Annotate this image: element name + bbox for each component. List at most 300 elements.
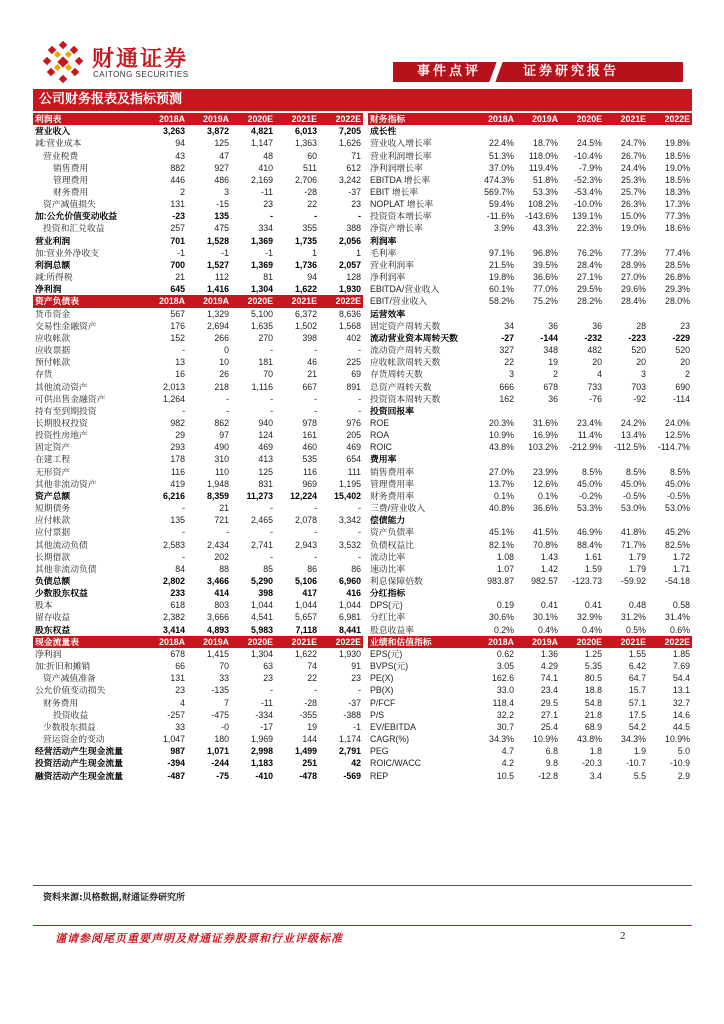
value-cell: 1,635 xyxy=(250,320,273,331)
value-cell: 16 xyxy=(175,369,185,380)
value-cell: 20.3% xyxy=(489,417,514,428)
table-row xyxy=(33,757,363,769)
value-cell: 460 xyxy=(302,442,317,453)
table-row xyxy=(33,697,363,709)
value-cell: 6.42 xyxy=(628,661,646,672)
year-header-cell: 2018A xyxy=(143,113,187,125)
value-cell: - xyxy=(314,211,317,222)
row-label: 营运资金的变动 xyxy=(43,734,105,745)
value-cell: 45.1% xyxy=(489,527,514,538)
value-cell: 82.5% xyxy=(665,539,690,550)
row-label: 财务费用率 xyxy=(370,490,414,501)
value-cell: 7 xyxy=(224,697,229,708)
value-cell: 327 xyxy=(499,345,514,356)
value-cell: 51.8% xyxy=(533,174,558,185)
value-cell: 32.2 xyxy=(496,709,514,720)
value-cell: 1,044 xyxy=(250,600,273,611)
value-cell: -17 xyxy=(260,721,273,732)
value-cell: 469 xyxy=(346,442,361,453)
row-label: 股息收益率 xyxy=(370,624,414,635)
row-label: PE(X) xyxy=(370,673,394,684)
table-header-row xyxy=(368,636,692,648)
value-cell: 3.4 xyxy=(589,770,602,781)
table-row xyxy=(368,551,692,563)
value-cell: 1.08 xyxy=(496,551,514,562)
value-cell: 2,694 xyxy=(206,320,229,331)
value-cell: 110 xyxy=(214,466,229,477)
row-label: 持有至到期投资 xyxy=(35,405,97,416)
value-cell: 0.19 xyxy=(496,600,514,611)
value-cell: -355 xyxy=(299,709,317,720)
table-row xyxy=(368,575,692,587)
value-cell: 30.6% xyxy=(489,612,514,623)
value-cell: 18.6% xyxy=(665,223,690,234)
row-label: 运营效率 xyxy=(370,308,406,319)
value-cell: 1,568 xyxy=(338,320,361,331)
value-cell: 45.0% xyxy=(577,478,602,489)
value-cell: -37 xyxy=(348,697,361,708)
value-cell: 12.6% xyxy=(533,478,558,489)
value-cell: 987 xyxy=(170,746,185,757)
table-row xyxy=(33,271,363,283)
value-cell: 1,071 xyxy=(206,746,229,757)
value-cell: 15.0% xyxy=(621,211,646,222)
value-cell: 28.4% xyxy=(577,259,602,270)
value-cell: 700 xyxy=(170,259,185,270)
value-cell: 18.5% xyxy=(665,174,690,185)
value-cell: 41.5% xyxy=(533,527,558,538)
value-cell xyxy=(560,453,604,465)
table-row xyxy=(368,502,692,514)
row-label: 投资资本周转天数 xyxy=(370,393,441,404)
value-cell: 678 xyxy=(543,381,558,392)
value-cell: -52.3% xyxy=(574,174,602,185)
value-cell xyxy=(560,587,604,599)
value-cell: 19.8% xyxy=(489,272,514,283)
value-cell: 71.7% xyxy=(621,539,646,550)
value-cell xyxy=(648,125,692,137)
row-label: 利润总额 xyxy=(35,259,71,270)
value-cell: 4,541 xyxy=(250,612,273,623)
value-cell: 1,116 xyxy=(251,381,273,392)
value-cell: 218 xyxy=(214,381,229,392)
value-cell: 70 xyxy=(263,369,273,380)
value-cell: 24.5% xyxy=(577,138,602,149)
table-row xyxy=(368,162,692,174)
row-label: 投资和汇兑收益 xyxy=(43,223,105,234)
year-header-cell: 2020E xyxy=(560,113,604,125)
table-row xyxy=(368,660,692,672)
value-cell: 1,195 xyxy=(338,478,361,489)
value-cell: 5,290 xyxy=(250,576,273,587)
value-cell: 1,626 xyxy=(338,138,361,149)
table-header-row xyxy=(368,113,692,125)
row-label: CAGR(%) xyxy=(370,734,410,745)
row-label: 减:营业成本 xyxy=(35,138,82,149)
row-label: 应收票据 xyxy=(35,345,71,356)
row-label: 销售费用 xyxy=(53,162,89,173)
value-cell: 8.5% xyxy=(581,466,602,477)
value-cell: 0.4% xyxy=(581,624,602,635)
table-row xyxy=(368,380,692,392)
value-cell: 36 xyxy=(548,393,558,404)
value-cell: 33 xyxy=(175,721,185,732)
value-cell: - xyxy=(358,551,361,562)
value-cell xyxy=(648,514,692,526)
value-cell: 59.4% xyxy=(489,199,514,210)
table-row xyxy=(368,308,692,320)
value-cell: 29.3% xyxy=(665,284,690,295)
value-cell: 152 xyxy=(170,332,185,343)
value-cell: 482 xyxy=(587,345,602,356)
value-cell xyxy=(472,405,516,417)
year-header-cell: 2019A xyxy=(187,113,231,125)
row-label: 长期借款 xyxy=(35,551,71,562)
value-cell: 85 xyxy=(263,563,273,574)
value-cell: 1.59 xyxy=(584,563,602,574)
value-cell: 969 xyxy=(302,478,317,489)
year-header-cell: 2021E xyxy=(275,295,319,307)
value-cell: 27.0% xyxy=(489,466,514,477)
value-cell: 18.5% xyxy=(665,150,690,161)
table-row xyxy=(33,490,363,502)
table-row xyxy=(33,198,363,210)
value-cell: -59.92 xyxy=(621,576,646,587)
value-cell: 10.9% xyxy=(489,430,514,441)
row-label: 营业税费 xyxy=(43,150,79,161)
table-bottom-rule xyxy=(33,885,692,886)
table-row xyxy=(368,235,692,247)
row-label: 资产减值准备 xyxy=(43,673,96,684)
value-cell: 2,056 xyxy=(338,235,361,246)
value-cell: 34 xyxy=(504,320,514,331)
value-cell: 28 xyxy=(636,320,646,331)
value-cell: 23.4 xyxy=(540,685,558,696)
value-cell: 12.5% xyxy=(665,430,690,441)
value-cell: 88 xyxy=(219,563,229,574)
table-row xyxy=(368,648,692,660)
row-label: 投资活动产生现金流量 xyxy=(35,758,123,769)
value-cell: -75 xyxy=(216,770,229,781)
year-header-cell: 2020E xyxy=(231,295,275,307)
value-cell: 3.9% xyxy=(493,223,514,234)
value-cell: 29 xyxy=(175,430,185,441)
value-cell: 0.48 xyxy=(628,600,646,611)
value-cell: 66 xyxy=(175,661,185,672)
value-cell: 176 xyxy=(170,320,185,331)
value-cell: 2,998 xyxy=(250,746,273,757)
table-row xyxy=(368,186,692,198)
year-header-cell: 2020E xyxy=(231,636,275,648)
value-cell: -114.7% xyxy=(657,442,690,453)
value-cell: 22 xyxy=(307,199,317,210)
value-cell: 3,263 xyxy=(162,126,185,137)
value-cell: 7,205 xyxy=(338,126,361,137)
table-row xyxy=(33,624,363,636)
value-cell: 131 xyxy=(170,199,185,210)
value-cell: 29.5% xyxy=(577,284,602,295)
row-label: EPS(元) xyxy=(370,648,403,659)
value-cell: 1,363 xyxy=(294,138,317,149)
value-cell: -76 xyxy=(589,393,602,404)
value-cell: 30.7 xyxy=(496,721,514,732)
value-cell: -334 xyxy=(255,709,273,720)
value-cell: 0.2% xyxy=(493,624,514,635)
table-row xyxy=(33,551,363,563)
value-cell: 18.7% xyxy=(533,138,558,149)
value-cell: 27.0% xyxy=(621,272,646,283)
table-row xyxy=(368,721,692,733)
value-cell: 13.4% xyxy=(621,430,646,441)
value-cell: -37 xyxy=(348,187,361,198)
table-header-row xyxy=(33,636,363,648)
value-cell: 469 xyxy=(258,442,273,453)
value-cell: - xyxy=(314,503,317,514)
row-label: 加:公允价值变动收益 xyxy=(35,211,118,222)
value-cell: - xyxy=(358,393,361,404)
value-cell: 76.2% xyxy=(577,247,602,258)
value-cell: 13 xyxy=(175,357,185,368)
value-cell xyxy=(516,514,560,526)
value-cell: 355 xyxy=(302,223,317,234)
value-cell xyxy=(604,308,648,320)
table-row xyxy=(33,162,363,174)
value-cell: 58.2% xyxy=(489,296,514,307)
value-cell: 22 xyxy=(504,357,514,368)
footer-disclaimer: 谨请参阅尾页重要声明及财通证券股票和行业评级标准 xyxy=(55,932,343,945)
year-header-cell: 2022E xyxy=(319,636,363,648)
value-cell: 118.4 xyxy=(492,697,514,708)
value-cell: 1,499 xyxy=(294,746,317,757)
table-row xyxy=(33,429,363,441)
value-cell: 53.3% xyxy=(577,503,602,514)
value-cell: 124 xyxy=(258,430,273,441)
value-cell: 490 xyxy=(214,442,229,453)
table-row xyxy=(368,125,692,137)
table-row xyxy=(33,320,363,332)
value-cell: -223 xyxy=(628,332,646,343)
year-header-cell: 2019A xyxy=(516,636,560,648)
value-cell: 32.9% xyxy=(577,612,602,623)
value-cell: 33 xyxy=(219,673,229,684)
value-cell: 45.0% xyxy=(665,478,690,489)
value-cell: 348 xyxy=(543,345,558,356)
value-cell xyxy=(648,453,692,465)
row-label: 货币资金 xyxy=(35,308,71,319)
value-cell: 21.5% xyxy=(489,259,514,270)
value-cell: 1.55 xyxy=(628,648,646,659)
value-cell xyxy=(648,405,692,417)
value-cell: 23 xyxy=(175,685,185,696)
table-row xyxy=(368,259,692,271)
value-cell: 6,981 xyxy=(338,612,361,623)
value-cell: 3,666 xyxy=(206,612,229,623)
value-cell: 15,402 xyxy=(334,490,361,501)
value-cell: -144 xyxy=(540,332,558,343)
value-cell: - xyxy=(182,503,185,514)
value-cell: 5,106 xyxy=(294,576,317,587)
value-cell: 40.8% xyxy=(489,503,514,514)
value-cell: - xyxy=(314,393,317,404)
row-label: 其他流动资产 xyxy=(35,381,88,392)
value-cell: 1.42 xyxy=(540,563,558,574)
value-cell: 94 xyxy=(175,138,185,149)
value-cell: - xyxy=(358,211,361,222)
value-cell: -135 xyxy=(211,685,229,696)
row-label: 营业收入 xyxy=(35,126,71,137)
year-header-cell: 2018A xyxy=(472,636,516,648)
table-row xyxy=(33,137,363,149)
value-cell xyxy=(472,235,516,247)
row-label: 管理费用率 xyxy=(370,478,414,489)
value-cell: 1,622 xyxy=(294,284,317,295)
table-row xyxy=(33,599,363,611)
value-cell xyxy=(560,514,604,526)
table-row xyxy=(368,247,692,259)
row-label: 在建工程 xyxy=(35,454,71,465)
value-cell: -15 xyxy=(216,199,229,210)
financial-statements-table xyxy=(33,113,363,782)
value-cell: 19 xyxy=(548,357,558,368)
value-cell: 0.1% xyxy=(493,490,514,501)
value-cell: 27.1% xyxy=(577,272,602,283)
value-cell: -0.5% xyxy=(667,490,690,501)
value-cell: 2.9 xyxy=(677,770,690,781)
value-cell: -232 xyxy=(584,332,602,343)
table-row xyxy=(33,769,363,781)
value-cell: 666 xyxy=(499,381,514,392)
row-label: 融资活动产生现金流量 xyxy=(35,770,123,781)
value-cell: 181 xyxy=(258,357,273,368)
value-cell: 63 xyxy=(263,661,273,672)
value-cell: 1,044 xyxy=(294,600,317,611)
value-cell: 36 xyxy=(548,320,558,331)
table-row xyxy=(33,174,363,186)
value-cell xyxy=(648,235,692,247)
row-label: 应收帐款周转天数 xyxy=(370,357,441,368)
value-cell: 43.8% xyxy=(489,442,514,453)
value-cell: -12.8 xyxy=(537,770,558,781)
value-cell: 1 xyxy=(312,247,317,258)
table-row xyxy=(368,466,692,478)
value-cell: 45.2% xyxy=(665,527,690,538)
value-cell: 474.3% xyxy=(484,174,514,185)
value-cell: -11.6% xyxy=(486,211,514,222)
table-row xyxy=(33,186,363,198)
value-cell: -54.18 xyxy=(665,576,690,587)
value-cell: 3,414 xyxy=(162,624,185,635)
value-cell: - xyxy=(270,211,273,222)
table-row xyxy=(368,271,692,283)
table-row xyxy=(368,344,692,356)
table-row xyxy=(33,210,363,222)
value-cell: 28.9% xyxy=(621,259,646,270)
bar-divider xyxy=(489,62,502,82)
row-label: 少数股东损益 xyxy=(43,721,96,732)
value-cell: 41.8% xyxy=(621,527,646,538)
row-label: 固定资产 xyxy=(35,442,71,453)
table-row xyxy=(33,466,363,478)
value-cell: 77.4% xyxy=(665,247,690,258)
value-cell: 3 xyxy=(224,187,229,198)
row-label: PB(X) xyxy=(370,685,394,696)
value-cell: 701 xyxy=(170,235,185,246)
value-cell: 18.3% xyxy=(665,187,690,198)
table-row xyxy=(33,125,363,137)
value-cell xyxy=(516,235,560,247)
table-row xyxy=(368,490,692,502)
data-source-note: 资料来源:贝格数据,财通证券研究所 xyxy=(43,893,186,903)
table-row xyxy=(368,684,692,696)
value-cell: -92 xyxy=(633,393,646,404)
row-label: PEG xyxy=(370,746,389,757)
value-cell: 51.3% xyxy=(489,150,514,161)
table-row xyxy=(368,295,692,307)
value-cell: 233 xyxy=(170,588,185,599)
value-cell: 416 xyxy=(346,588,361,599)
value-cell: 23 xyxy=(263,673,273,684)
table-row xyxy=(368,198,692,210)
table-row xyxy=(33,368,363,380)
row-label: 销售费用率 xyxy=(370,466,414,477)
value-cell: 1.43 xyxy=(540,551,558,562)
value-cell: 15.7 xyxy=(628,685,646,696)
value-cell: 53.0% xyxy=(621,503,646,514)
value-cell: 475 xyxy=(214,223,229,234)
table-row xyxy=(33,648,363,660)
table-header-row xyxy=(33,113,363,125)
row-label: 应收帐款 xyxy=(35,332,71,343)
table-row xyxy=(368,697,692,709)
value-cell: 29.6% xyxy=(621,284,646,295)
value-cell: 26.8% xyxy=(665,272,690,283)
value-cell: 1.8 xyxy=(589,746,602,757)
value-cell: 112 xyxy=(214,272,229,283)
row-label: 净资产增长率 xyxy=(370,223,423,234)
row-label: 少数股东权益 xyxy=(35,588,88,599)
value-cell: 0.6% xyxy=(669,624,690,635)
value-cell xyxy=(560,405,604,417)
value-cell: 310 xyxy=(214,454,229,465)
row-label: 存货 xyxy=(35,369,53,380)
value-cell: 11.4% xyxy=(577,430,602,441)
value-cell: 23.9% xyxy=(533,466,558,477)
value-cell: 26.3% xyxy=(621,199,646,210)
page-number: 2 xyxy=(620,930,626,942)
value-cell: -1 xyxy=(353,721,361,732)
value-cell: 91 xyxy=(351,661,361,672)
row-label: 利润率 xyxy=(370,235,397,246)
value-cell: 19.0% xyxy=(621,223,646,234)
table-row xyxy=(368,137,692,149)
value-cell: - xyxy=(358,685,361,696)
value-cell: 36.6% xyxy=(533,503,558,514)
value-cell: 678 xyxy=(170,648,185,659)
value-cell: 31.2% xyxy=(621,612,646,623)
value-cell: 703 xyxy=(631,381,646,392)
value-cell: 976 xyxy=(346,417,361,428)
value-cell: 3 xyxy=(509,369,514,380)
value-cell: -112.5% xyxy=(613,442,646,453)
value-cell: 28.5% xyxy=(665,259,690,270)
value-cell: - xyxy=(358,405,361,416)
value-cell: 1,502 xyxy=(294,320,317,331)
value-cell: 2,078 xyxy=(294,515,317,526)
value-cell: -229 xyxy=(672,332,690,343)
value-cell: -28 xyxy=(304,697,317,708)
value-cell: 2 xyxy=(553,369,558,380)
value-cell: 94 xyxy=(307,272,317,283)
